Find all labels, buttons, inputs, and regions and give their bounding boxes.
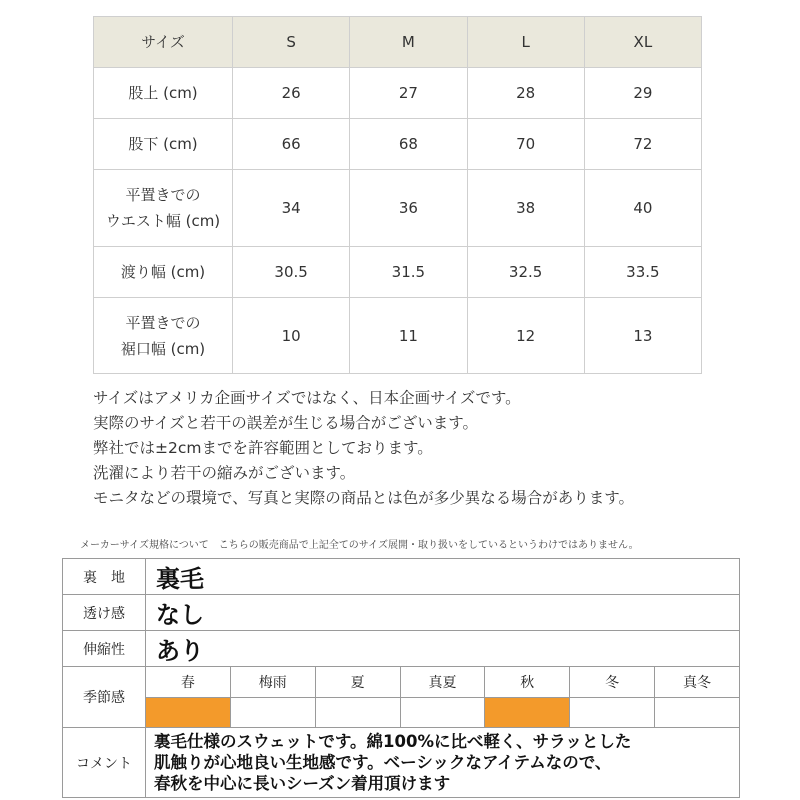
size-header-m: M [350,17,467,68]
size-row-rise [94,68,702,119]
cell-xl: 72 [584,119,701,170]
note-line: 実際のサイズと若干の誤差が生じる場合がございます。 [93,414,479,432]
note-line: サイズはアメリカ企画サイズではなく、日本企画サイズです。 [93,389,521,407]
row-label-line: 平置きでの [125,313,201,332]
row-label-line: 裾口幅 (cm) [120,339,206,358]
row-label: 股上 (cm) [94,68,233,119]
note-line: 洗濯により若干の縮みがございます。 [93,464,356,482]
spec-table [62,558,740,798]
cell-s: 10 [233,298,350,374]
row-label [94,170,233,247]
row-label: 股下 (cm) [94,119,233,170]
cell-l: 32.5 [467,247,584,298]
row-label-line: ウエスト幅 (cm) [105,212,221,230]
season-indicator-summer [315,698,400,728]
spec-key: 裏 地 [63,559,146,595]
maker-size-note: メーカーサイズ規格について こちらの販売商品で上記全てのサイズ展開・取り扱いをしているというわけではありません。 [80,540,639,551]
size-table [93,16,702,374]
comment-line: 春秋を中心に長いシーズン着用頂けます [154,774,451,793]
season-indicator-row [63,698,740,728]
season-indicator-midwinter [655,698,740,728]
size-header-s: S [233,17,350,68]
comment-line: 肌触りが心地良い生地感です。ベーシックなアイテムなので、 [154,753,612,772]
spec-row-lining [63,559,740,595]
spec-key: コメント [63,728,146,798]
row-label [94,298,233,374]
season-indicator-autumn [485,698,570,728]
season-midsummer: 真夏 [400,667,485,698]
size-table-header-row [94,17,702,68]
size-header-l: L [467,17,584,68]
comment-line: 裏毛仕様のスウェットです。綿100%に比べ軽く、サラッとした [154,732,632,751]
spec-value: 裏毛 [146,559,740,595]
size-row-waist [94,170,702,247]
season-spring: 春 [146,667,231,698]
spec-row-comment [63,728,740,798]
cell-l: 38 [467,170,584,247]
spec-key: 透け感 [63,595,146,631]
row-label-line: 平置きでの [125,186,201,204]
season-midwinter: 真冬 [655,667,740,698]
cell-s: 34 [233,170,350,247]
season-indicator-midsummer [400,698,485,728]
cell-m: 36 [350,170,467,247]
cell-l: 28 [467,68,584,119]
size-header-label: サイズ [94,17,233,68]
size-header-xl: XL [584,17,701,68]
cell-xl: 33.5 [584,247,701,298]
cell-s: 66 [233,119,350,170]
spec-key: 伸縮性 [63,631,146,667]
row-label: 渡り幅 (cm) [94,247,233,298]
size-notes [93,386,634,511]
cell-m: 27 [350,68,467,119]
cell-l: 70 [467,119,584,170]
cell-xl: 13 [584,298,701,374]
note-line: 弊社では±2cmまでを許容範囲としております。 [93,439,433,457]
cell-s: 26 [233,68,350,119]
cell-m: 68 [350,119,467,170]
cell-xl: 29 [584,68,701,119]
spec-value: なし [146,595,740,631]
season-indicator-winter [570,698,655,728]
size-row-thigh [94,247,702,298]
comment-text [146,728,740,798]
size-row-hem [94,298,702,374]
season-name-row [63,667,740,698]
size-row-inseam [94,119,702,170]
season-autumn: 秋 [485,667,570,698]
spec-row-sheerness [63,595,740,631]
note-line: モニタなどの環境で、写真と実際の商品とは色が多少異なる場合があります。 [93,489,634,507]
cell-m: 11 [350,298,467,374]
cell-m: 31.5 [350,247,467,298]
cell-l: 12 [467,298,584,374]
spec-key: 季節感 [63,667,146,728]
season-rainy: 梅雨 [230,667,315,698]
season-winter: 冬 [570,667,655,698]
spec-row-stretch [63,631,740,667]
cell-xl: 40 [584,170,701,247]
spec-value: あり [146,631,740,667]
cell-s: 30.5 [233,247,350,298]
season-summer: 夏 [315,667,400,698]
season-indicator-spring [146,698,231,728]
season-indicator-rainy [230,698,315,728]
